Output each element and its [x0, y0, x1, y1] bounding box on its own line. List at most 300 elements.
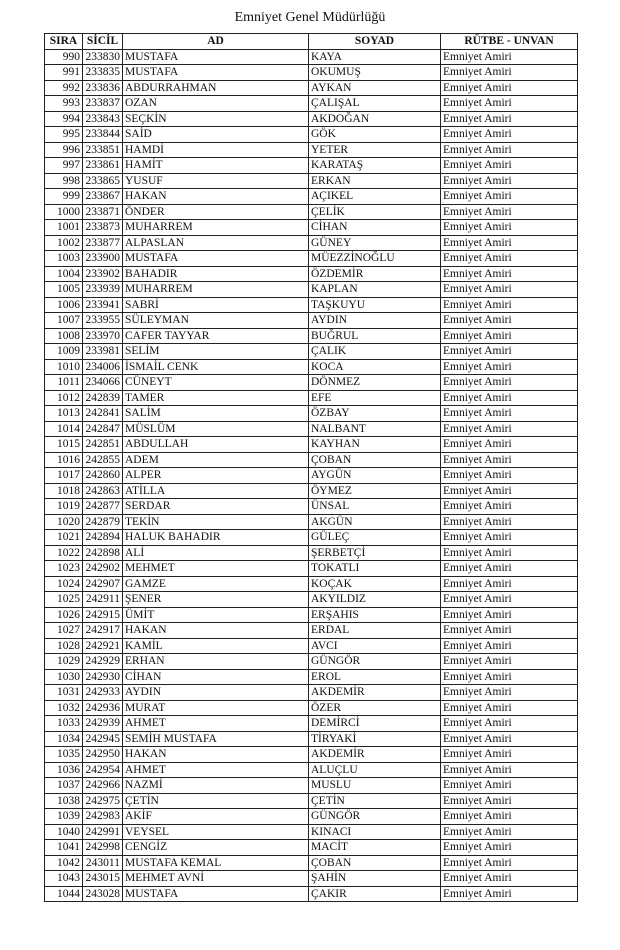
- cell-rutbe-unvan: Emniyet Amiri: [441, 406, 578, 422]
- cell-rutbe-unvan: Emniyet Amiri: [441, 483, 578, 499]
- cell-soyad: YETER: [309, 142, 441, 158]
- table-row: [45, 173, 578, 189]
- table-row: [45, 747, 578, 763]
- cell-ad: MUHARREM: [123, 220, 309, 236]
- cell-rutbe-unvan: Emniyet Amiri: [441, 204, 578, 220]
- cell-ad: SAİD: [123, 127, 309, 143]
- cell-sicil: 233835: [83, 65, 123, 81]
- table-row: [45, 390, 578, 406]
- cell-soyad: AKDOĞAN: [309, 111, 441, 127]
- cell-ad: OZAN: [123, 96, 309, 112]
- table-row: [45, 375, 578, 391]
- cell-ad: BAHADIR: [123, 266, 309, 282]
- cell-ad: SABRİ: [123, 297, 309, 313]
- table-row: [45, 669, 578, 685]
- cell-rutbe-unvan: Emniyet Amiri: [441, 142, 578, 158]
- cell-ad: ÇETİN: [123, 793, 309, 809]
- cell-sicil: 242894: [83, 530, 123, 546]
- cell-soyad: AKYILDIZ: [309, 592, 441, 608]
- table-row: [45, 49, 578, 65]
- cell-sira: 996: [45, 142, 83, 158]
- cell-sicil: 242991: [83, 824, 123, 840]
- table-row: [45, 297, 578, 313]
- cell-rutbe-unvan: Emniyet Amiri: [441, 313, 578, 329]
- table-row: [45, 235, 578, 251]
- cell-ad: SEÇKİN: [123, 111, 309, 127]
- cell-soyad: GÜNGÖR: [309, 654, 441, 670]
- cell-ad: ABDURRAHMAN: [123, 80, 309, 96]
- cell-rutbe-unvan: Emniyet Amiri: [441, 359, 578, 375]
- cell-ad: MUSTAFA: [123, 49, 309, 65]
- cell-sicil: 242851: [83, 437, 123, 453]
- cell-soyad: ÇETİN: [309, 793, 441, 809]
- cell-ad: SALİM: [123, 406, 309, 422]
- cell-ad: İSMAİL CENK: [123, 359, 309, 375]
- cell-ad: ALPASLAN: [123, 235, 309, 251]
- cell-rutbe-unvan: Emniyet Amiri: [441, 235, 578, 251]
- cell-ad: MUSTAFA: [123, 65, 309, 81]
- cell-soyad: NALBANT: [309, 421, 441, 437]
- table-row: [45, 359, 578, 375]
- cell-rutbe-unvan: Emniyet Amiri: [441, 127, 578, 143]
- cell-sira: 1024: [45, 576, 83, 592]
- cell-sicil: 242907: [83, 576, 123, 592]
- cell-soyad: TOKATLI: [309, 561, 441, 577]
- cell-ad: GAMZE: [123, 576, 309, 592]
- cell-soyad: CİHAN: [309, 220, 441, 236]
- cell-sicil: 242966: [83, 778, 123, 794]
- cell-rutbe-unvan: Emniyet Amiri: [441, 96, 578, 112]
- cell-rutbe-unvan: Emniyet Amiri: [441, 685, 578, 701]
- cell-soyad: AVCI: [309, 638, 441, 654]
- cell-sicil: 242936: [83, 700, 123, 716]
- cell-ad: TEKİN: [123, 514, 309, 530]
- cell-sira: 1043: [45, 871, 83, 887]
- table-row: [45, 468, 578, 484]
- cell-soyad: ÖZER: [309, 700, 441, 716]
- cell-soyad: AKGÜN: [309, 514, 441, 530]
- cell-sira: 1037: [45, 778, 83, 794]
- cell-soyad: OKUMUŞ: [309, 65, 441, 81]
- cell-ad: MUSTAFA: [123, 251, 309, 267]
- page-title: Emniyet Genel Müdürlüğü: [234, 10, 386, 25]
- cell-sicil: 242933: [83, 685, 123, 701]
- cell-sicil: 233981: [83, 344, 123, 360]
- cell-sira: 990: [45, 49, 83, 65]
- cell-sira: 1019: [45, 499, 83, 515]
- cell-sira: 1016: [45, 452, 83, 468]
- cell-sira: 1004: [45, 266, 83, 282]
- cell-rutbe-unvan: Emniyet Amiri: [441, 561, 578, 577]
- cell-ad: ADEM: [123, 452, 309, 468]
- cell-ad: VEYSEL: [123, 824, 309, 840]
- table-row: [45, 328, 578, 344]
- cell-sicil: 242879: [83, 514, 123, 530]
- table-row: [45, 840, 578, 856]
- table-row: [45, 313, 578, 329]
- cell-sira: 995: [45, 127, 83, 143]
- column-header-rutbe-unvan: RÜTBE - UNVAN: [441, 34, 578, 50]
- cell-sira: 1032: [45, 700, 83, 716]
- table-row: [45, 189, 578, 205]
- cell-sicil: 243011: [83, 855, 123, 871]
- cell-soyad: ÇALIŞAL: [309, 96, 441, 112]
- table-row: [45, 220, 578, 236]
- cell-soyad: KAYA: [309, 49, 441, 65]
- cell-soyad: KAPLAN: [309, 282, 441, 298]
- table-row: [45, 344, 578, 360]
- cell-ad: KAMİL: [123, 638, 309, 654]
- cell-rutbe-unvan: Emniyet Amiri: [441, 158, 578, 174]
- cell-rutbe-unvan: Emniyet Amiri: [441, 514, 578, 530]
- cell-sira: 1040: [45, 824, 83, 840]
- cell-sicil: 233900: [83, 251, 123, 267]
- cell-sira: 1025: [45, 592, 83, 608]
- cell-ad: MUSTAFA: [123, 886, 309, 902]
- cell-sira: 1010: [45, 359, 83, 375]
- cell-sira: 1027: [45, 623, 83, 639]
- cell-sira: 1008: [45, 328, 83, 344]
- cell-ad: ŞENER: [123, 592, 309, 608]
- cell-ad: SELİM: [123, 344, 309, 360]
- cell-soyad: BUĞRUL: [309, 328, 441, 344]
- cell-rutbe-unvan: Emniyet Amiri: [441, 344, 578, 360]
- table-row: [45, 452, 578, 468]
- table-body: [45, 49, 578, 902]
- cell-sicil: 242839: [83, 390, 123, 406]
- cell-soyad: GÜNEY: [309, 235, 441, 251]
- cell-soyad: AYDIN: [309, 313, 441, 329]
- cell-rutbe-unvan: Emniyet Amiri: [441, 576, 578, 592]
- cell-rutbe-unvan: Emniyet Amiri: [441, 530, 578, 546]
- table-row: [45, 638, 578, 654]
- cell-rutbe-unvan: Emniyet Amiri: [441, 607, 578, 623]
- cell-soyad: AÇIKEL: [309, 189, 441, 205]
- cell-soyad: MACİT: [309, 840, 441, 856]
- cell-sicil: 233970: [83, 328, 123, 344]
- cell-sira: 1006: [45, 297, 83, 313]
- cell-soyad: ALUÇLU: [309, 762, 441, 778]
- cell-sira: 1000: [45, 204, 83, 220]
- cell-sira: 999: [45, 189, 83, 205]
- table-row: [45, 716, 578, 732]
- cell-soyad: KAYHAN: [309, 437, 441, 453]
- cell-rutbe-unvan: Emniyet Amiri: [441, 499, 578, 515]
- table-row: [45, 809, 578, 825]
- cell-sicil: 233955: [83, 313, 123, 329]
- table-row: [45, 654, 578, 670]
- cell-rutbe-unvan: Emniyet Amiri: [441, 747, 578, 763]
- cell-soyad: ÖZDEMİR: [309, 266, 441, 282]
- cell-sicil: 242863: [83, 483, 123, 499]
- cell-soyad: MÜEZZİNOĞLU: [309, 251, 441, 267]
- cell-soyad: ÇELİK: [309, 204, 441, 220]
- cell-sira: 1005: [45, 282, 83, 298]
- cell-ad: AKİF: [123, 809, 309, 825]
- cell-soyad: ERKAN: [309, 173, 441, 189]
- cell-sicil: 233867: [83, 189, 123, 205]
- cell-soyad: ERŞAHIS: [309, 607, 441, 623]
- cell-sira: 1035: [45, 747, 83, 763]
- cell-rutbe-unvan: Emniyet Amiri: [441, 173, 578, 189]
- cell-soyad: GÖK: [309, 127, 441, 143]
- cell-soyad: KOÇAK: [309, 576, 441, 592]
- cell-sicil: 234066: [83, 375, 123, 391]
- cell-sicil: 233837: [83, 96, 123, 112]
- cell-sira: 1017: [45, 468, 83, 484]
- table-header-row: [45, 34, 578, 50]
- cell-sicil: 233939: [83, 282, 123, 298]
- cell-sicil: 242898: [83, 545, 123, 561]
- cell-sira: 997: [45, 158, 83, 174]
- cell-sira: 1003: [45, 251, 83, 267]
- table-row: [45, 685, 578, 701]
- cell-sira: 1028: [45, 638, 83, 654]
- cell-soyad: ÇAKIR: [309, 886, 441, 902]
- cell-soyad: AYKAN: [309, 80, 441, 96]
- table-row: [45, 96, 578, 112]
- table-row: [45, 607, 578, 623]
- cell-rutbe-unvan: Emniyet Amiri: [441, 189, 578, 205]
- cell-soyad: ÇOBAN: [309, 855, 441, 871]
- table-row: [45, 793, 578, 809]
- cell-rutbe-unvan: Emniyet Amiri: [441, 375, 578, 391]
- table-row: [45, 855, 578, 871]
- cell-sira: 1033: [45, 716, 83, 732]
- cell-sicil: 242917: [83, 623, 123, 639]
- cell-ad: AHMET: [123, 716, 309, 732]
- cell-sicil: 233865: [83, 173, 123, 189]
- cell-sicil: 242847: [83, 421, 123, 437]
- cell-rutbe-unvan: Emniyet Amiri: [441, 793, 578, 809]
- table-row: [45, 592, 578, 608]
- cell-sicil: 243015: [83, 871, 123, 887]
- cell-sira: 1021: [45, 530, 83, 546]
- cell-sicil: 233902: [83, 266, 123, 282]
- cell-sira: 1009: [45, 344, 83, 360]
- cell-sicil: 242877: [83, 499, 123, 515]
- cell-sicil: 242915: [83, 607, 123, 623]
- cell-rutbe-unvan: Emniyet Amiri: [441, 592, 578, 608]
- cell-soyad: ÇOBAN: [309, 452, 441, 468]
- cell-soyad: AKDEMİR: [309, 747, 441, 763]
- cell-sicil: 242921: [83, 638, 123, 654]
- cell-sira: 1011: [45, 375, 83, 391]
- table-row: [45, 530, 578, 546]
- cell-soyad: KOCA: [309, 359, 441, 375]
- table-row: [45, 266, 578, 282]
- cell-sira: 1015: [45, 437, 83, 453]
- cell-sicil: 233941: [83, 297, 123, 313]
- cell-sira: 1018: [45, 483, 83, 499]
- cell-sira: 1044: [45, 886, 83, 902]
- cell-ad: AHMET: [123, 762, 309, 778]
- cell-rutbe-unvan: Emniyet Amiri: [441, 468, 578, 484]
- cell-rutbe-unvan: Emniyet Amiri: [441, 778, 578, 794]
- table-row: [45, 561, 578, 577]
- column-header-sicil: SİCİL: [83, 34, 123, 50]
- personnel-table: [44, 33, 578, 902]
- table-row: [45, 886, 578, 902]
- cell-sira: 1014: [45, 421, 83, 437]
- cell-sira: 1001: [45, 220, 83, 236]
- cell-sicil: 233871: [83, 204, 123, 220]
- table-row: [45, 80, 578, 96]
- cell-soyad: TİRYAKİ: [309, 731, 441, 747]
- cell-sicil: 233861: [83, 158, 123, 174]
- cell-rutbe-unvan: Emniyet Amiri: [441, 700, 578, 716]
- cell-sira: 1038: [45, 793, 83, 809]
- cell-ad: YUSUF: [123, 173, 309, 189]
- table-row: [45, 623, 578, 639]
- table-row: [45, 127, 578, 143]
- table-row: [45, 778, 578, 794]
- table-row: [45, 700, 578, 716]
- cell-soyad: ERDAL: [309, 623, 441, 639]
- cell-soyad: KARATAŞ: [309, 158, 441, 174]
- cell-ad: ÜMİT: [123, 607, 309, 623]
- column-header-sira: SIRA: [45, 34, 83, 50]
- cell-ad: HAKAN: [123, 623, 309, 639]
- cell-soyad: ÖZBAY: [309, 406, 441, 422]
- cell-sicil: 233830: [83, 49, 123, 65]
- cell-sira: 1002: [45, 235, 83, 251]
- cell-rutbe-unvan: Emniyet Amiri: [441, 49, 578, 65]
- cell-sira: 1042: [45, 855, 83, 871]
- cell-soyad: ŞERBETÇİ: [309, 545, 441, 561]
- cell-rutbe-unvan: Emniyet Amiri: [441, 840, 578, 856]
- cell-sicil: 242950: [83, 747, 123, 763]
- cell-sira: 1031: [45, 685, 83, 701]
- cell-soyad: AYGÜN: [309, 468, 441, 484]
- cell-sicil: 233877: [83, 235, 123, 251]
- cell-rutbe-unvan: Emniyet Amiri: [441, 669, 578, 685]
- cell-sira: 1007: [45, 313, 83, 329]
- cell-rutbe-unvan: Emniyet Amiri: [441, 855, 578, 871]
- cell-ad: SEMİH MUSTAFA: [123, 731, 309, 747]
- cell-ad: CAFER TAYYAR: [123, 328, 309, 344]
- cell-rutbe-unvan: Emniyet Amiri: [441, 65, 578, 81]
- cell-ad: AYDIN: [123, 685, 309, 701]
- cell-sira: 991: [45, 65, 83, 81]
- cell-soyad: MUSLU: [309, 778, 441, 794]
- table-row: [45, 499, 578, 515]
- cell-rutbe-unvan: Emniyet Amiri: [441, 390, 578, 406]
- cell-sira: 1041: [45, 840, 83, 856]
- table-row: [45, 514, 578, 530]
- cell-rutbe-unvan: Emniyet Amiri: [441, 437, 578, 453]
- cell-rutbe-unvan: Emniyet Amiri: [441, 824, 578, 840]
- cell-sicil: 242841: [83, 406, 123, 422]
- table-row: [45, 545, 578, 561]
- cell-sicil: 242945: [83, 731, 123, 747]
- column-header-ad: AD: [123, 34, 309, 50]
- cell-sicil: 233873: [83, 220, 123, 236]
- cell-sira: 1039: [45, 809, 83, 825]
- cell-rutbe-unvan: Emniyet Amiri: [441, 220, 578, 236]
- cell-ad: NAZMİ: [123, 778, 309, 794]
- cell-ad: MUHARREM: [123, 282, 309, 298]
- cell-sicil: 233843: [83, 111, 123, 127]
- cell-sicil: 242929: [83, 654, 123, 670]
- cell-rutbe-unvan: Emniyet Amiri: [441, 545, 578, 561]
- cell-soyad: ŞAHİN: [309, 871, 441, 887]
- cell-rutbe-unvan: Emniyet Amiri: [441, 638, 578, 654]
- table-row: [45, 483, 578, 499]
- cell-ad: SÜLEYMAN: [123, 313, 309, 329]
- cell-ad: MUSTAFA KEMAL: [123, 855, 309, 871]
- table-row: [45, 251, 578, 267]
- table-row: [45, 824, 578, 840]
- cell-rutbe-unvan: Emniyet Amiri: [441, 421, 578, 437]
- cell-ad: CÜNEYT: [123, 375, 309, 391]
- cell-soyad: GÜLEÇ: [309, 530, 441, 546]
- cell-ad: HAMDİ: [123, 142, 309, 158]
- cell-soyad: AKDEMİR: [309, 685, 441, 701]
- cell-soyad: ÇALIK: [309, 344, 441, 360]
- cell-ad: ÖNDER: [123, 204, 309, 220]
- column-header-soyad: SOYAD: [309, 34, 441, 50]
- cell-soyad: ÖYMEZ: [309, 483, 441, 499]
- cell-sicil: 242860: [83, 468, 123, 484]
- cell-rutbe-unvan: Emniyet Amiri: [441, 654, 578, 670]
- cell-rutbe-unvan: Emniyet Amiri: [441, 716, 578, 732]
- cell-ad: ABDULLAH: [123, 437, 309, 453]
- cell-rutbe-unvan: Emniyet Amiri: [441, 762, 578, 778]
- cell-soyad: ÜNSAL: [309, 499, 441, 515]
- cell-rutbe-unvan: Emniyet Amiri: [441, 297, 578, 313]
- table-row: [45, 762, 578, 778]
- table-row: [45, 282, 578, 298]
- cell-sicil: 233851: [83, 142, 123, 158]
- cell-ad: MÜSLÜM: [123, 421, 309, 437]
- cell-sicil: 233836: [83, 80, 123, 96]
- cell-sira: 992: [45, 80, 83, 96]
- cell-ad: MURAT: [123, 700, 309, 716]
- cell-soyad: EROL: [309, 669, 441, 685]
- cell-rutbe-unvan: Emniyet Amiri: [441, 871, 578, 887]
- cell-sicil: 234006: [83, 359, 123, 375]
- cell-rutbe-unvan: Emniyet Amiri: [441, 266, 578, 282]
- table-row: [45, 111, 578, 127]
- cell-ad: CENGİZ: [123, 840, 309, 856]
- cell-sicil: 242983: [83, 809, 123, 825]
- cell-ad: ALPER: [123, 468, 309, 484]
- table-row: [45, 576, 578, 592]
- cell-soyad: KINACI: [309, 824, 441, 840]
- table-row: [45, 142, 578, 158]
- table-row: [45, 731, 578, 747]
- cell-sira: 1030: [45, 669, 83, 685]
- cell-soyad: GÜNGÖR: [309, 809, 441, 825]
- cell-ad: SERDAR: [123, 499, 309, 515]
- cell-ad: ATİLLA: [123, 483, 309, 499]
- cell-sicil: 242939: [83, 716, 123, 732]
- table-row: [45, 421, 578, 437]
- table-row: [45, 871, 578, 887]
- cell-soyad: DEMİRCİ: [309, 716, 441, 732]
- cell-ad: MEHMET AVNİ: [123, 871, 309, 887]
- cell-rutbe-unvan: Emniyet Amiri: [441, 809, 578, 825]
- cell-sira: 1026: [45, 607, 83, 623]
- cell-soyad: DÖNMEZ: [309, 375, 441, 391]
- cell-rutbe-unvan: Emniyet Amiri: [441, 886, 578, 902]
- cell-ad: TAMER: [123, 390, 309, 406]
- cell-soyad: TAŞKUYU: [309, 297, 441, 313]
- cell-ad: HALUK BAHADIR: [123, 530, 309, 546]
- cell-sira: 998: [45, 173, 83, 189]
- cell-sira: 1036: [45, 762, 83, 778]
